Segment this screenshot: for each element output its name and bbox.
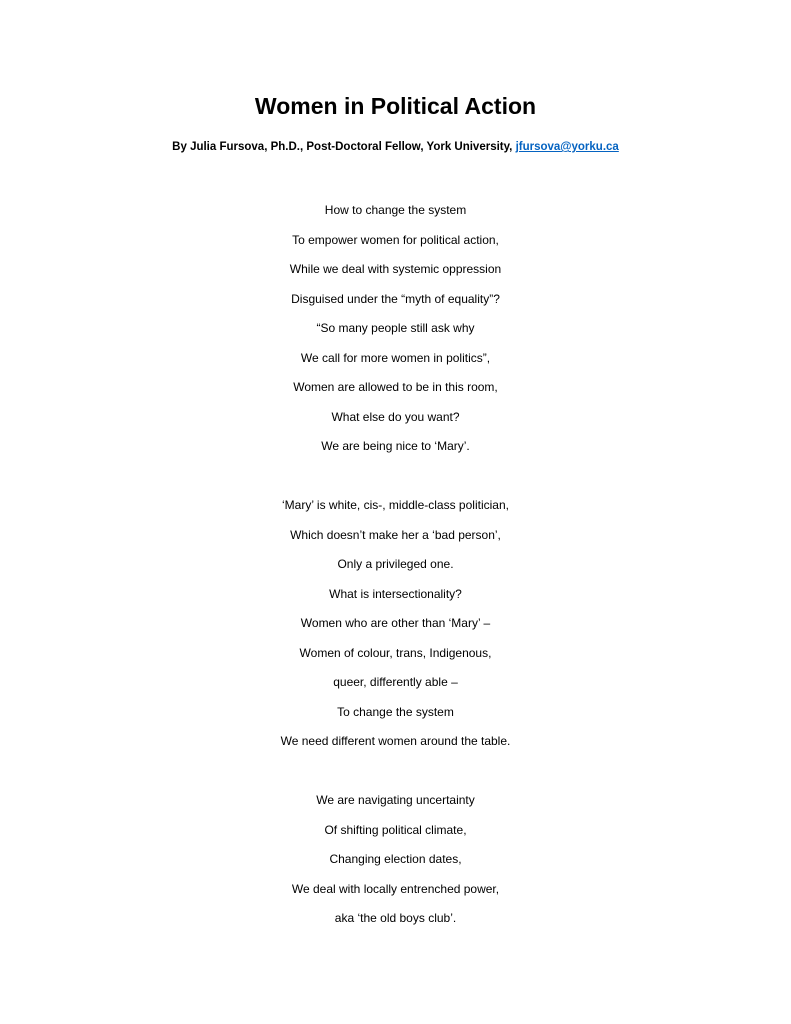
stanza-divider [0, 462, 791, 492]
poem-line: We call for more women in politics”, [300, 350, 491, 365]
poem-line: What else do you want? [331, 409, 460, 424]
poem-line: Which doesn’t make her a ‘bad person’, [290, 527, 501, 542]
poem-line: We are navigating uncertainty [316, 793, 475, 807]
author-email-link[interactable]: jfursova@yorku.ca [515, 141, 619, 153]
poem-line: While we deal with systemic oppression [289, 262, 502, 276]
poem-line: queer, differently able – [333, 675, 458, 689]
poem-line: Women of colour, trans, Indigenous, [299, 645, 492, 660]
poem-line: To change the system [337, 704, 454, 719]
stanza-1 [0, 196, 791, 462]
poem-line: We need different women around the table. [280, 734, 511, 748]
poem-line: Only a privileged one. [337, 557, 454, 571]
poem-line: What is intersectionality? [329, 586, 462, 601]
poem-line: To empower women for political action, [292, 232, 499, 247]
poem-line: Of shifting political climate, [324, 822, 467, 837]
poem-line: Changing election dates, [329, 852, 462, 866]
poem-body [0, 196, 791, 934]
poem-line: Disguised under the “myth of equality”? [291, 291, 500, 306]
stanza-2 [0, 491, 791, 757]
poem-line: How to change the system [324, 203, 467, 217]
poem-line: “So many people still ask why [316, 321, 475, 335]
author-byline [0, 139, 791, 155]
byline-text: By Julia Fursova, Ph.D., Post-Doctoral Fellow, York University, [172, 141, 516, 153]
poem-line: aka ‘the old boys club’. [334, 911, 457, 925]
poem-line: ‘Mary’ is white, cis-, middle-class politician, [282, 498, 509, 512]
poem-line: We deal with locally entrenched power, [291, 881, 500, 896]
document-title: Women in Political Action [254, 93, 537, 119]
stanza-3 [0, 786, 791, 934]
poem-line: Women who are other than ‘Mary’ – [300, 616, 491, 630]
poem-line: We are being nice to ‘Mary’. [321, 439, 470, 453]
stanza-divider [0, 757, 791, 787]
poem-line: Women are allowed to be in this room, [293, 380, 498, 394]
